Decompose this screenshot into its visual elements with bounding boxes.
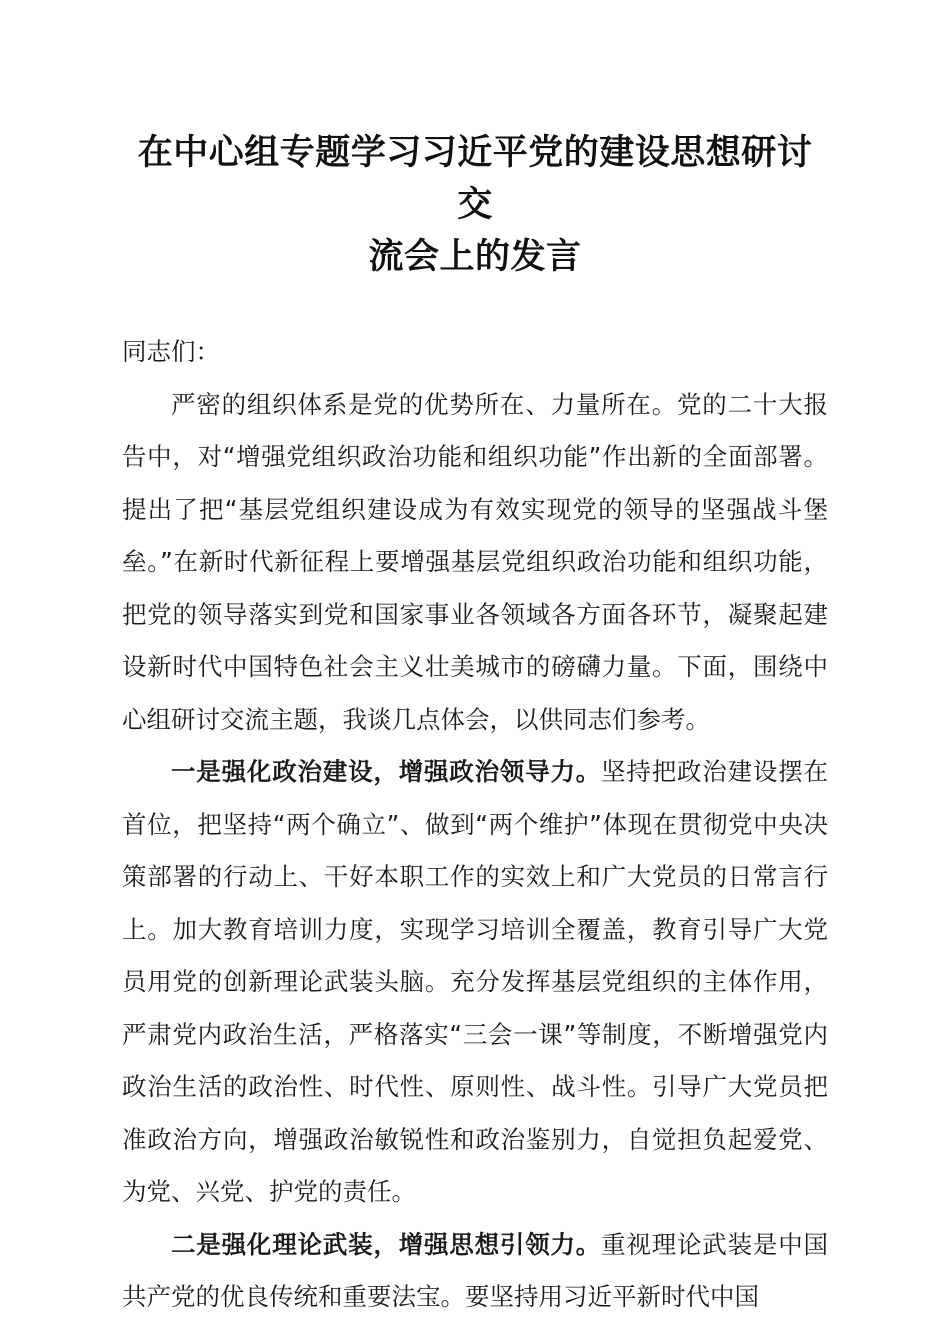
document-title-line-2: 流会上的发言: [368, 236, 582, 277]
document-title-line-1: 在中心组专题学习习近平党的建设思想研讨交: [137, 132, 813, 225]
document-title: [122, 127, 828, 283]
paragraph-theory-arming-text: 重视理论武装是中国共产党的优良传统和重要法宝。要坚持用习近平新时代中国: [122, 1229, 829, 1311]
salutation: 同志们：: [122, 337, 220, 366]
paragraph-intro-text: 严密的组织体系是党的优势所在、力量所在。党的二十大报告中，对“增强党组织政治功能和组织功能”作出新的全面部署。提出了把“基层党组织建设成为有效实现党的领导的坚强战斗堡垒。”在新时代新征程上要增强基层党组织政治功能和组织功能，把党的领导落实到党和国家事业各领域各方面各环节，凝聚起建设新时代中国特色社会主义壮美城市的磅礴力量。下面，围绕中心组研讨交流主题，我谈几点体会，以供同志们参考。: [122, 389, 828, 734]
paragraph-intro: [122, 379, 828, 747]
document-body: [122, 326, 828, 1324]
paragraph-theory-arming-heading: 二是强化理论武装，增强思想引领力。: [171, 1229, 602, 1259]
paragraph-political-building-heading: 一是强化政治建设，增强政治领导力。: [171, 757, 602, 786]
paragraph-political-building-text: 坚持把政治建设摆在首位，把坚持“两个确立”、做到“两个维护”体现在贯彻党中央决策部署的行动上、干好本职工作的实效上和广大党员的日常言行上。加大教育培训力度，实现学习培训全覆盖，教育引导广大党员用党的创新理论武装头脑。充分发挥基层党组织的主体作用，严肃党内政治生活，严格落实“三会一课”等制度，不断增强党内政治生活的政治性、时代性、原则性、战斗性。引导广大党员把准政治方向，增强政治敏锐性和政治鉴别力，自觉担负起爱党、为党、兴党、护党的责任。: [122, 757, 829, 1206]
paragraph-theory-arming: [122, 1219, 828, 1324]
paragraph-political-building: [122, 746, 828, 1219]
